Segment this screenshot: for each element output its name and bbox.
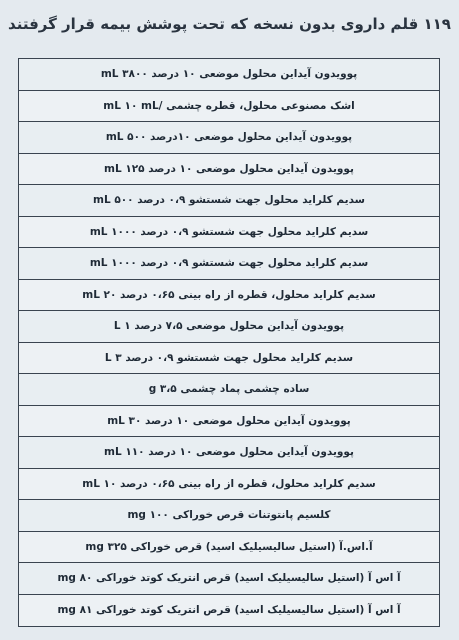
table-row: پوویدون آیداین محلول موضعی ۷،۵ درصد ۱ L [19,311,439,343]
table-row: ساده چشمی پماد چشمی ۳،۵ g [19,374,439,406]
table-row: اشک مصنوعی محلول، قطره چشمی /mL ۱۰ mL [19,91,439,123]
table-row: سدیم کلراید محلول جهت شستشو ۰،۹ درصد ۱۰۰۰ mL [19,217,439,249]
table-row: آ اس آ (استیل سالیسیلیک اسید) قرص انتریک کوتد خوراکی ۸۱ mg [19,595,439,627]
table-row: سدیم کلراید محلول جهت شستشو ۰،۹ درصد ۳ L [19,343,439,375]
table-row: پوویدون آیداین محلول موضعی ۱۰ درصد ۱۲۵ mL [19,154,439,186]
table-row: پوویدون آیداین محلول موضعی ۱۰درصد ۵۰۰ mL [19,122,439,154]
table-row: سدیم کلراید محلول، قطره از راه بینی ۰،۶۵ درصد ۲۰ mL [19,280,439,312]
table-row: کلسیم پانتوتنات قرص خوراکی ۱۰۰ mg [19,500,439,532]
table-row: پوویدون آیداین محلول موضعی ۱۰ درصد ۳۰ mL [19,406,439,438]
table-row: آ.اس.آ (استیل سالیسیلیک اسید) قرص خوراکی ۳۲۵ mg [19,532,439,564]
table-row: پوویدون آیداین محلول موضعی ۱۰ درصد ۱۱۰ mL [19,437,439,469]
table-row: سدیم کلراید محلول جهت شستشو ۰،۹ درصد ۵۰۰ mL [19,185,439,217]
drug-table [18,58,440,627]
table-row: آ اس آ (استیل سالیسیلیک اسید) قرص انتریک کوتد خوراکی ۸۰ mg [19,563,439,595]
table-row: پوویدون آیداین محلول موضعی ۱۰ درصد ۳۸۰۰ mL [19,59,439,91]
table-row: سدیم کلراید محلول جهت شستشو ۰،۹ درصد ۱۰۰۰ mL [19,248,439,280]
page-title: ۱۱۹ قلم داروی بدون نسخه که تحت پوشش بیمه قرار گرفتند [8,15,451,33]
table-row: سدیم کلراید محلول، قطره از راه بینی ۰،۶۵ درصد ۱۰ mL [19,469,439,501]
